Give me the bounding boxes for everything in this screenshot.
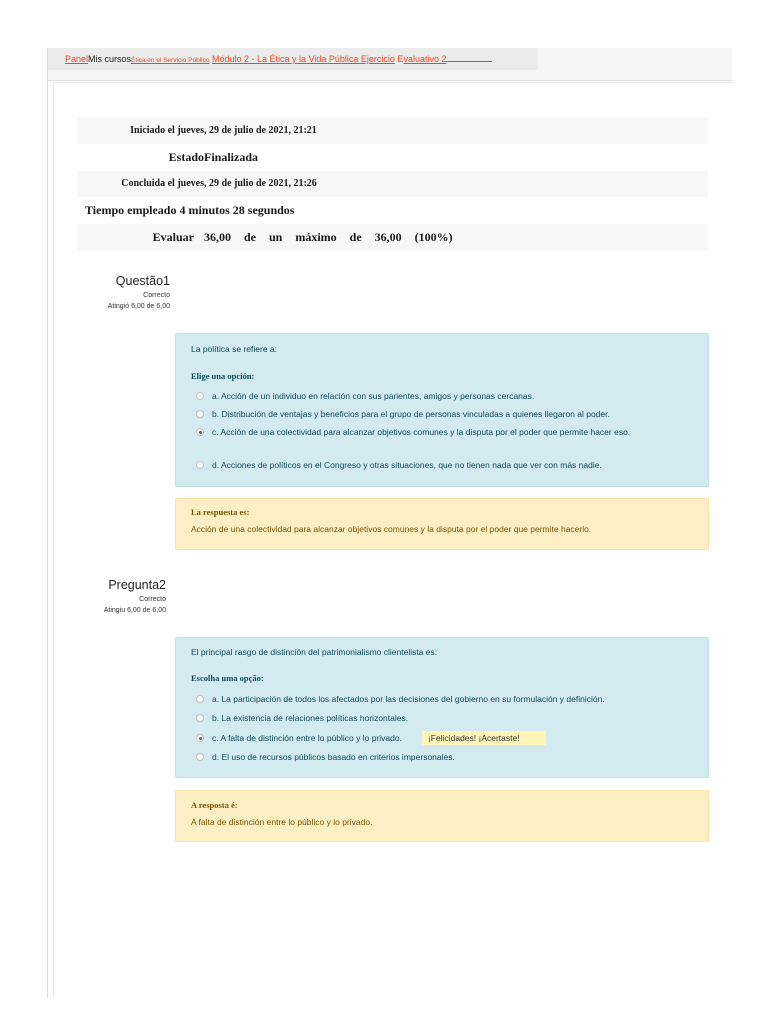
option-label: c. Acción de una colectividad para alcanzar objetivos comunes y la disputa por el poder que permite hacer eso. — [212, 427, 631, 437]
concluida-label: Concluida el jueves — [121, 178, 204, 190]
radio-button[interactable] — [196, 392, 204, 400]
question-1-info — [40, 274, 170, 310]
breadcrumb-modulo-link[interactable]: Módulo — [211, 54, 242, 64]
question-2-text: El principal rasgo de distinción del patrimonialismo clientelista es: — [191, 647, 438, 657]
estado-value: Finalizada — [204, 149, 259, 164]
summary-row-iniciado — [77, 118, 708, 145]
left-border — [47, 48, 48, 998]
question-1-answer-text: Acción de una colectividad para alcanzar objetivos comunes y la disputa por el poder que permite hacerlo. — [191, 524, 592, 534]
question-2-info — [36, 578, 166, 614]
radio-button-selected[interactable] — [196, 428, 204, 436]
question-2-box — [175, 637, 709, 778]
question-1-option-d[interactable] — [196, 458, 701, 472]
question-1-option-a[interactable] — [196, 389, 701, 403]
correct-feedback: ¡Felicidades! ¡Acertaste! — [422, 731, 546, 745]
question-1-answer-box — [175, 498, 709, 550]
question-1-box — [175, 333, 709, 487]
question-2-option-d[interactable] — [196, 750, 701, 764]
option-label: c. A falta de distinción entre lo público y lo privado. — [212, 733, 402, 743]
evaluar-label: Evaluar — [152, 229, 194, 244]
question-1-answer-label: La respuesta es: — [191, 507, 250, 517]
breadcrumb-bar — [48, 48, 538, 70]
iniciado-label: Iniciado el jueves — [130, 125, 204, 137]
question-2-answer-label: A resposta é: — [191, 800, 238, 810]
radio-button[interactable] — [196, 753, 204, 761]
concluida-value: , 29 de julio de 2021, 21:26 — [204, 178, 317, 190]
question-2-option-b[interactable] — [196, 711, 701, 725]
breadcrumb-e-letter: E — [394, 54, 404, 64]
question-1-option-c[interactable] — [196, 425, 701, 439]
question-2-grade: Atingiu 6,00 de 6,00 — [103, 607, 166, 614]
radio-button-selected[interactable] — [196, 734, 204, 742]
breadcrumb-mis-cursos-link[interactable]: Mis cursos — [88, 54, 132, 64]
radio-button[interactable] — [196, 461, 204, 469]
option-label: b. La existencia de relaciones políticas horizontales. — [212, 713, 409, 723]
question-2-option-c[interactable] — [196, 731, 701, 745]
summary-row-concluida — [77, 171, 708, 198]
question-1-state: Correcto — [143, 292, 170, 299]
attempt-summary-table — [77, 118, 708, 251]
question-2-answer-text: A falta de distinción entre lo público y lo privado. — [191, 817, 373, 827]
breadcrumb — [48, 48, 732, 81]
breadcrumb-course-link-a[interactable]: Ética e — [131, 57, 151, 64]
breadcrumb-ejercicio-link[interactable]: Ejercicio — [360, 54, 395, 64]
summary-row-tiempo — [77, 198, 708, 225]
option-label: d. Acciones de políticos en el Congreso y otras situaciones, que no tienen nada que ver con más nadie. — [212, 460, 602, 470]
option-label: d. El uso de recursos públicos basado en criterios impersonales. — [212, 752, 455, 762]
option-label: b. Distribución de ventajas y beneficios para el grupo de personas vinculadas a quienes llegaron al poder. — [212, 409, 610, 419]
breadcrumb-evaluativo-link[interactable]: valuativo 2 — [403, 54, 447, 64]
question-1-prompt: Elige una opción: — [191, 371, 255, 381]
breadcrumb-underline — [446, 61, 492, 62]
breadcrumb-course-link-b[interactable]: n el Servicio Público — [150, 57, 210, 64]
question-2-state: Correcto — [139, 596, 166, 603]
option-label: a. Acción de un individuo en relación con sus parientes, amigos y personas cercanas. — [212, 391, 535, 401]
evaluar-value: 36,00 de un máximo de 36,00 (100%) — [204, 229, 453, 244]
question-1-text: La política se refiere a: — [191, 344, 277, 354]
summary-row-evaluar — [77, 224, 708, 251]
radio-button[interactable] — [196, 714, 204, 722]
radio-button[interactable] — [196, 695, 204, 703]
tiempo-text: Tiempo empleado 4 minutos 28 segundos — [85, 203, 295, 218]
question-2-option-a[interactable] — [196, 692, 701, 706]
summary-row-estado — [77, 145, 708, 172]
question-2-answer-box — [175, 790, 709, 842]
question-1-option-b[interactable] — [196, 407, 701, 421]
question-1-grade: Atingió 6,00 de 6,00 — [107, 303, 170, 310]
estado-label: Estado — [168, 149, 204, 164]
breadcrumb-modulo-title-link[interactable]: 2 - La Ética y la Vida Pública — [241, 54, 361, 64]
option-label: a. La participación de todos los afectados por las decisiones del gobierno en su formulación y definición. — [212, 694, 605, 704]
iniciado-value: , 29 de julio de 2021, 21:21 — [204, 125, 317, 137]
breadcrumb-panel-link[interactable]: Panel — [65, 54, 89, 64]
radio-button[interactable] — [196, 410, 204, 418]
question-2-prompt: Escolha uma opção: — [191, 673, 264, 683]
question-2-number: Pregunta2 — [108, 578, 166, 592]
question-1-number: Questão1 — [115, 274, 170, 288]
